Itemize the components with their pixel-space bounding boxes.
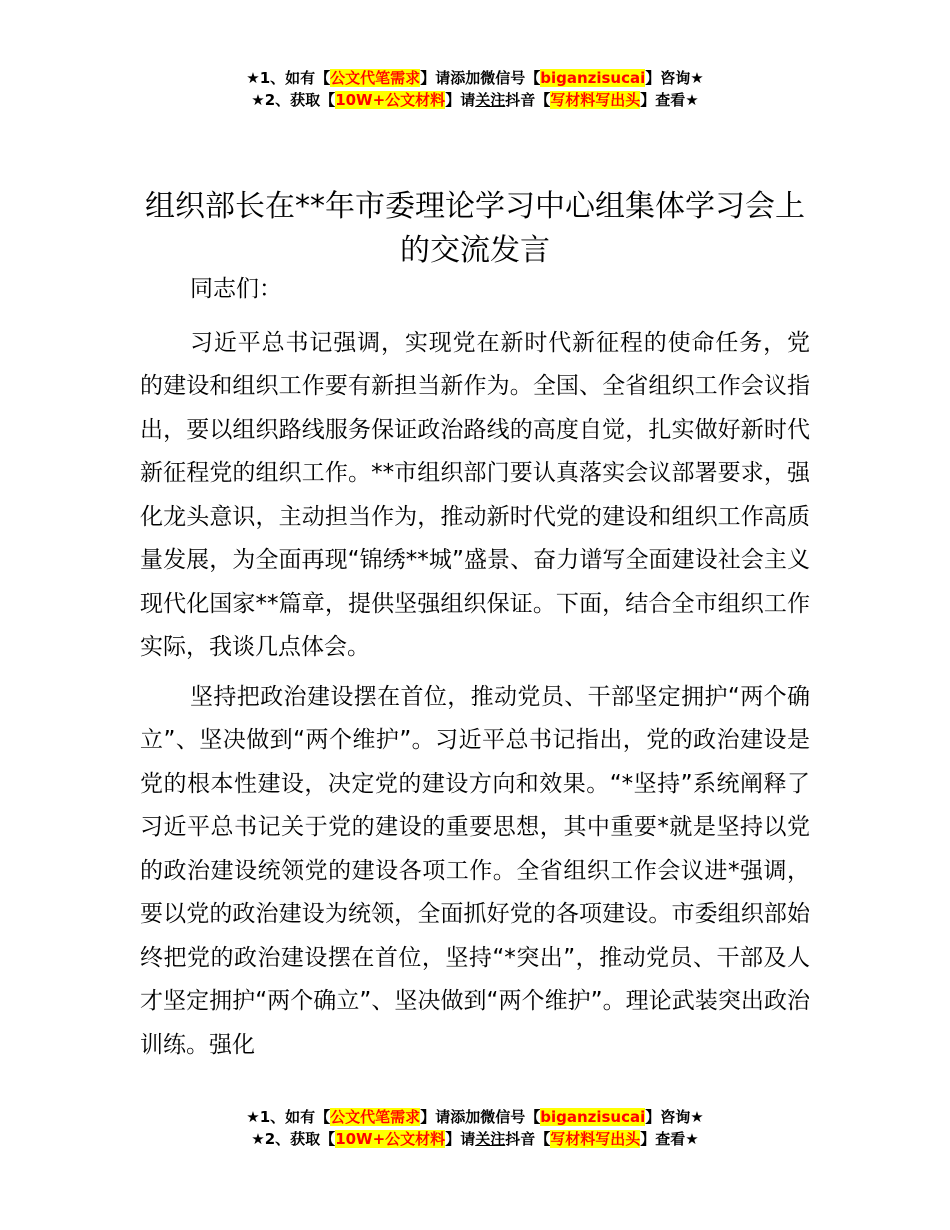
banner-line2-middle-a: 】请 <box>445 91 476 109</box>
banner-highlight-materials: 10W+公文材料 <box>335 91 446 109</box>
footer-underline-follow: 关注 <box>475 1130 506 1148</box>
header-banner <box>0 67 950 111</box>
banner-highlight-douyin: 写材料写出头 <box>550 91 641 109</box>
footer-highlight-douyin: 写材料写出头 <box>550 1130 641 1148</box>
document-title: 组织部长在**年市委理论学习中心组集体学习会上的交流发言 <box>145 189 805 269</box>
footer-line2-prefix: ★2、获取【 <box>251 1130 336 1148</box>
footer-line1-prefix: ★1、如有【 <box>246 1108 331 1126</box>
banner-line2-middle-b: 抖音【 <box>505 91 551 109</box>
footer-highlight-materials: 10W+公文材料 <box>335 1130 446 1148</box>
footer-line2-middle-b: 抖音【 <box>505 1130 551 1148</box>
footer-banner <box>0 1106 950 1150</box>
paragraph-2: 坚持把政治建设摆在首位，推动党员、干部坚定拥护“两个确立”、坚决做到“两个维护”。习近平总书记指出，党的政治建设是党的根本性建设，决定党的建设方向和效果。“*坚持”系统阐释了习近平总书记关于党的建设的重要思想，其中重要*就是坚持以党的政治建设统领党的建设各项工作。全省组织工作会议进*强调，要以党的政治建设为统领，全面抓好党的各项建设。市委组织部始终把党的政治建设摆在首位，坚持“*突出”，推动党员、干部及人才坚定拥护“两个确立”、坚决做到“两个维护”。理论武装突出政治训练。强化 <box>140 683 810 1058</box>
banner-line2-suffix: 】查看★ <box>640 91 699 109</box>
document-body <box>140 268 810 1067</box>
banner-highlight-service: 公文代笔需求 <box>330 69 421 87</box>
footer-highlight-wechat: biganzisucai <box>540 1108 646 1126</box>
footer-line2-middle-a: 】请 <box>445 1130 476 1148</box>
banner-line1-suffix: 】咨询★ <box>645 69 704 87</box>
greeting: 同志们： <box>190 276 282 302</box>
paragraph-1: 习近平总书记强调，实现党在新时代新征程的使命任务，党的建设和组织工作要有新担当新作为。全国、全省组织工作会议指出，要以组织路线服务保证政治路线的高度自觉，扎实做好新时代新征程党的组织工作。**市组织部门要认真落实会议部署要求，强化龙头意识，主动担当作为，推动新时代党的建设和组织工作高质量发展，为全面再现“锦绣**城”盛景、奋力谱写全面建设社会主义现代化国家**篇章，提供坚强组织保证。下面，结合全市组织工作实际，我谈几点体会。 <box>140 329 810 660</box>
footer-highlight-service: 公文代笔需求 <box>330 1108 421 1126</box>
footer-line-1 <box>0 1106 950 1128</box>
banner-line1-prefix: ★1、如有【 <box>246 69 331 87</box>
banner-line-1 <box>0 67 950 89</box>
banner-line1-middle: 】请添加微信号【 <box>420 69 541 87</box>
footer-line2-suffix: 】查看★ <box>640 1130 699 1148</box>
banner-line2-prefix: ★2、获取【 <box>251 91 336 109</box>
footer-line1-suffix: 】咨询★ <box>645 1108 704 1126</box>
banner-line-2 <box>0 89 950 111</box>
banner-highlight-wechat: biganzisucai <box>540 69 646 87</box>
footer-line-2 <box>0 1128 950 1150</box>
footer-line1-middle: 】请添加微信号【 <box>420 1108 541 1126</box>
banner-underline-follow: 关注 <box>475 91 506 109</box>
